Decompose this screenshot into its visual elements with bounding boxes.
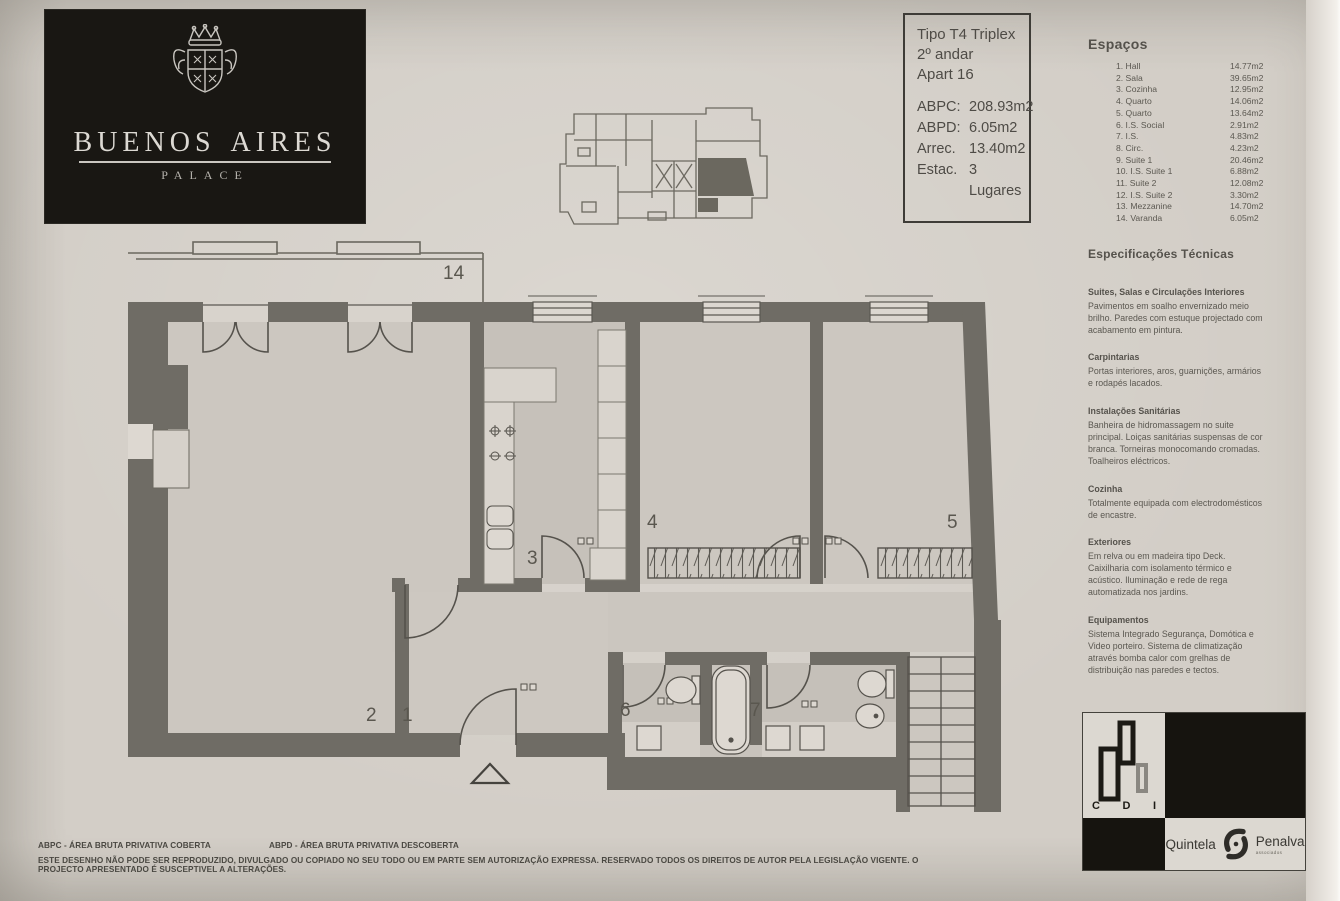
quintela-penalva-logo (1165, 818, 1305, 870)
crest-icon (144, 24, 266, 116)
spec-section-body: Banheira de hidromassagem no suite principal. Loiças sanitárias suspensas de cor branca. Torneiras monocomando cromadas. Toalheiros eléctricos. (1088, 420, 1263, 466)
espaco-area: 39.65m2 (1230, 72, 1264, 83)
espacos-row (1088, 143, 1280, 155)
espaco-name: 2. Sala (1116, 72, 1143, 83)
cdi-letter: I (1152, 800, 1156, 812)
penalva-sublabel: associados (1255, 849, 1283, 855)
toilet-icon (666, 676, 700, 704)
spec-section-body: Totalmente equipada com electrodomésticos de encastre. (1088, 497, 1263, 520)
espacos-row (1088, 190, 1280, 202)
espaco-name: 5. Quarto (1116, 107, 1152, 118)
spec-section-heading: Equipamentos (1088, 614, 1149, 625)
espacos-row (1088, 61, 1280, 73)
espaco-name: 12. I.S. Suite 2 (1116, 189, 1173, 200)
espacos-row (1088, 73, 1280, 85)
brand-box (45, 10, 365, 223)
cdi-logo (1083, 713, 1165, 818)
metric-value: 3 Lugares (969, 162, 1022, 199)
room-label-quarto4: 4 (647, 512, 658, 533)
metric-value: 208.93m2 (969, 99, 1034, 115)
espaco-name: 6. I.S. Social (1116, 119, 1165, 130)
espaco-area: 13.64m2 (1230, 107, 1264, 118)
spec-section-body: Pavimentos em soalho envernizado meio brilho. Paredes com estuque projectado com acabamento em pintura. (1088, 300, 1263, 335)
espacos-row (1088, 108, 1280, 120)
espacos-list (1088, 61, 1280, 225)
espaco-area: 6.05m2 (1230, 213, 1259, 224)
unit-metric-row (917, 160, 1029, 202)
espacos-row (1088, 166, 1280, 178)
spec-section-heading: Exteriores (1088, 537, 1132, 548)
espaco-name: 10. I.S. Suite 1 (1116, 166, 1173, 177)
espaco-area: 2.91m2 (1230, 119, 1259, 130)
espaco-area: 14.06m2 (1230, 96, 1264, 107)
metric-value: 6.05m2 (969, 120, 1018, 136)
footer-copyright-notice: ESTE DESENHO NÃO PODE SER REPRODUZIDO, DIVULGADO OU COPIADO NO SEU TODO OU EM PARTE SEM AUTORIZAÇÃO EXPRESSA. RESERVADO TODOS OS DIREITOS DE AUTOR PELA LEGISLAÇÃO VIGENTE. O PROJECTO APRESENTADO É SUSCEPTIVEL A ALTERAÇÕES. (38, 856, 919, 874)
specs-heading: Especificações Técnicas (1088, 246, 1235, 261)
metric-label: Arrec. (917, 141, 956, 157)
espaco-area: 14.70m2 (1230, 201, 1264, 212)
spec-section-body: Em relva ou em madeira tipo Deck. Caixilharia com isolamento térmico e acústico. Iluminação e rede de rega automatizada nos jardins. (1088, 551, 1232, 598)
espacos-row (1088, 96, 1280, 108)
espaco-name: 4. Quarto (1116, 96, 1152, 107)
espacos-row (1088, 201, 1280, 213)
spec-section-heading: Instalações Sanitárias (1088, 406, 1181, 417)
espaco-name: 11. Suite 2 (1116, 178, 1157, 189)
abpc-definition: ABPC - ÁREA BRUTA PRIVATIVA COBERTA (38, 841, 211, 850)
espaco-area: 12.95m2 (1230, 84, 1264, 95)
room-label-sala: 2 (366, 705, 377, 726)
scan-edge (1306, 0, 1340, 901)
espaco-area: 3.30m2 (1230, 189, 1259, 200)
sink-icon (766, 726, 790, 750)
unit-metrics (917, 97, 1034, 202)
espaco-name: 3. Cozinha (1116, 84, 1158, 95)
spec-section-body: Portas interiores, aros, guarnições, armários e rodapés lacados. (1088, 366, 1262, 389)
cdi-letter: C (1092, 800, 1100, 812)
unit-number: Apart 16 (917, 66, 974, 83)
brand-title: buenos aires (73, 115, 337, 160)
espacos-row (1088, 84, 1280, 96)
quintela-penalva-swirl-icon (1221, 827, 1251, 861)
specs-sections (1088, 287, 1280, 677)
espaco-area: 20.46m2 (1230, 154, 1264, 165)
unit-metric-row (917, 118, 1029, 139)
espaco-name: 9. Suite 1 (1116, 154, 1153, 165)
espacos-row (1088, 131, 1280, 143)
espaco-name: 7. I.S. (1116, 131, 1139, 142)
espaco-area: 12.08m2 (1230, 178, 1264, 189)
espaco-area: 14.77m2 (1230, 61, 1264, 71)
brand-subtitle: PALACE (161, 168, 249, 182)
espaco-area: 4.83m2 (1230, 131, 1259, 142)
spec-section-heading: Cozinha (1088, 483, 1123, 494)
unit-type: Tipo T4 Triplex (917, 26, 1016, 43)
espacos-row (1088, 120, 1280, 132)
balcony-varanda (128, 242, 483, 302)
cdi-letters (1083, 800, 1165, 812)
espacos-row (1088, 178, 1280, 190)
spec-section-heading: Carpintarias (1088, 352, 1140, 363)
partner-logo-block (1083, 713, 1305, 870)
key-plan (560, 108, 767, 224)
sink-icon (637, 726, 661, 750)
right-panel (1088, 36, 1280, 676)
espacos-heading: Espaços (1088, 36, 1148, 52)
sink-icon (800, 726, 824, 750)
metric-label: Estac. (917, 162, 958, 178)
espaco-name: 14. Varanda (1116, 213, 1163, 224)
room-label-cozinha: 3 (527, 548, 538, 569)
bathtub-icon (712, 666, 750, 754)
footer-definitions (38, 841, 459, 850)
penalva-label: Penalva (1255, 833, 1305, 849)
unit-metric-row (917, 97, 1034, 118)
metric-label: ABPC: (917, 99, 961, 115)
room-label-is7: 7 (750, 700, 761, 721)
room-label-hall: 1 (402, 705, 413, 726)
spec-section-body: Sistema Integrado Segurança, Domótica e Video porteiro. Sistema de climatização através bomba calor com grelhas de distribuição nas paredes e tectos. (1088, 628, 1254, 675)
room-label-is6: 6 (620, 700, 631, 721)
espaco-area: 6.88m2 (1230, 166, 1259, 177)
spec-section-heading: Suites, Salas e Circulações Interiores (1088, 286, 1245, 297)
unit-floor: 2º andar (917, 46, 974, 63)
espaco-name: 13. Mezzanine (1116, 201, 1172, 212)
espaco-area: 4.23m2 (1230, 142, 1259, 153)
brand-rule (79, 161, 331, 163)
bidet-icon (856, 704, 884, 728)
unit-info-box (903, 13, 1034, 223)
metric-value: 13.40m2 (969, 141, 1026, 157)
room-label-quarto5: 5 (947, 512, 958, 533)
entrance-arrow-icon (472, 764, 508, 783)
cdi-letter: D (1122, 800, 1131, 812)
abpd-definition: ABPD - ÁREA BRUTA PRIVATIVA DESCOBERTA (268, 841, 459, 850)
room-label-varanda: 14 (443, 263, 465, 284)
quintela-label: Quintela (1165, 836, 1216, 852)
espaco-name: 1. Hall (1116, 61, 1141, 71)
metric-label: ABPD: (917, 120, 961, 136)
espaco-name: 8. Circ. (1116, 142, 1144, 153)
espacos-row (1088, 155, 1280, 167)
unit-metric-row (917, 139, 1029, 160)
espacos-row (1088, 213, 1280, 225)
toilet-icon (858, 670, 894, 698)
